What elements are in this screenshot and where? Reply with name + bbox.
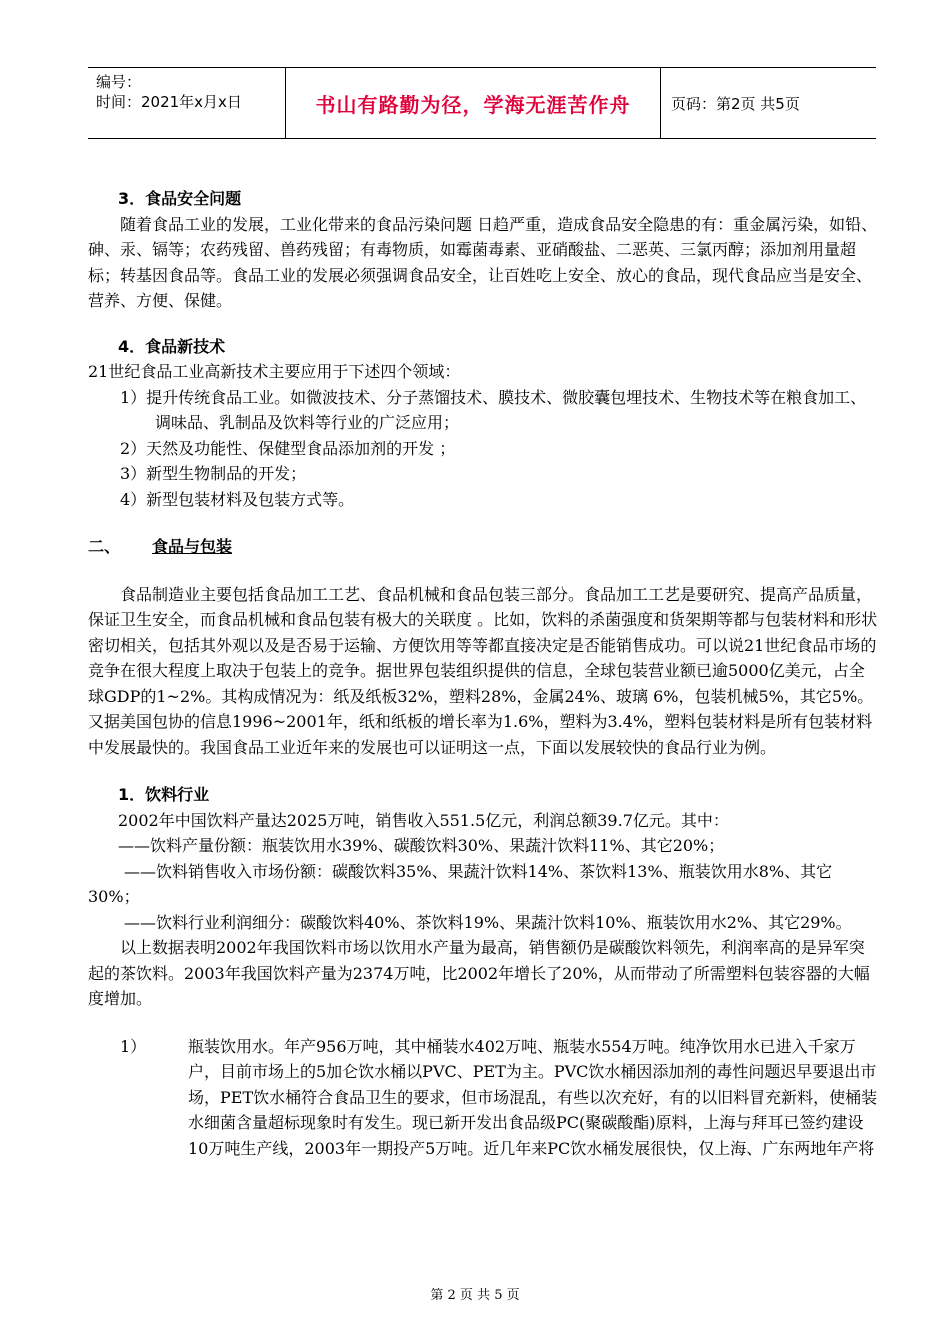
beverage-item-1: [88, 1034, 878, 1162]
beverage-paragraph: 以上数据表明2002年我国饮料市场以饮用水产量为最高，销售额仍是碳酸饮料领先，利润率高的是异军突起的茶饮料。2003年我国饮料产量为2374万吨，比2002年增长了20%，从而带动了所需塑料包装容器的大幅度增加。: [88, 938, 870, 1008]
time-label: 时间：2021年x月x日: [96, 93, 242, 111]
section4-item-1: 1）提升传统食品工业。如微波技术、分子蒸馏技术、膜技术、微胶囊包埋技术、生物技术等在粮食加工、调味品、乳制品及饮料等行业的广泛应用；: [120, 387, 867, 432]
part2-title: 食品与包装: [152, 537, 233, 556]
section4-item-2: 2）天然及功能性、保健型食品添加剂的开发 ；: [120, 438, 456, 458]
section4-item-4: 4）新型包装材料及包装方式等。: [120, 489, 355, 509]
section4-intro: 21世纪食品工业高新技术主要应用于下述四个领域：: [88, 362, 461, 381]
beverage-line-3: ——饮料销售收入市场份额：碳酸饮料35%、果蔬汁饮料14%、茶饮料13%、瓶装饮用水8%、其它30%；: [88, 861, 833, 906]
beverage-item-text: 瓶装饮用水。年产956万吨，其中桶装水402万吨、瓶装水554万吨。纯净饮用水已进入千家万户，目前市场上的5加仑饮水桶以PVC、PET为主。PVC饮水桶因添加剂的毒性问题迟早要退出市场，PET饮水桶符合食品卫生的要求，但市场混乱，有些以次充好，有的以旧料冒充新料，使桶装水细菌含量超标现象时有发生。现已新开发出食品级PC(聚碳酸酯)原料，上海与拜耳已签约建设10万吨生产线，2003年一期投产5万吨。近几年来PC饮水桶发展很快，仅上海、广东两地年产将: [188, 1036, 878, 1158]
part2-heading: [88, 534, 878, 560]
section3-title: 3．食品安全问题: [118, 189, 242, 208]
beverage-line-2: ——饮料产量份额：瓶装饮用水39%、碳酸饮料30%、果蔬汁饮料11%、其它20%；: [118, 836, 725, 855]
beverage-item-number: 1）: [120, 1036, 147, 1056]
section3-paragraph: 随着食品工业的发展，工业化带来的食品污染问题 日趋严重，造成食品安全隐患的有：重金属污染，如铅、砷、汞、镉等；农药残留、兽药残留；有毒物质，如霉菌毒素、亚硝酸盐、二恶英、三氯丙醇；添加剂用量超标；转基因食品等。食品工业的发展必须强调食品安全，让百姓吃上安全、放心的食品，现代食品应当是安全、营养、方便、保健。: [88, 214, 878, 310]
document-body: [88, 186, 878, 1161]
header-page-label: 页码：第2页 共5页: [671, 94, 800, 113]
section4-item-3: 3）新型生物制品的开发；: [120, 464, 307, 483]
page-header: [88, 67, 876, 139]
page-footer: 第 2 页 共 5 页: [430, 1288, 520, 1303]
header-meta: [88, 68, 286, 138]
header-motto: 书山有路勤为径，学海无涯苦作舟: [286, 68, 661, 138]
beverage-line-4: ——饮料行业利润细分：碳酸饮料40%、茶饮料19%、果蔬汁饮料10%、瓶装饮用水2%、其它29%。: [124, 912, 852, 932]
section4-title: 4．食品新技术: [118, 336, 226, 356]
part2-paragraph: 食品制造业主要包括食品加工工艺、食品机械和食品包装三部分。食品加工工艺是要研究、提高产品质量，保证卫生安全，而食品机械和食品包装有极大的关联度 。比如，饮料的杀菌强度和货架期等都与包装材料和形状密切相关，包括其外观以及是否易于运输、方便饮用等等都直接决定是否能销售成功。可以说21世纪食品市场的竞争在很大程度上取决于包装上的竞争。据世界包装组织提供的信息，全球包装营业额已逾5000亿美元，占全球GDP的1~2%。其构成情况为：纸及纸板32%，塑料28%，金属24%、玻璃 6%，包装机械5%，其它5%。又据美国包协的信息1996~2001年，纸和纸板的增长率为1.6%，塑料为3.4%，塑料包装材料是所有包装材料中发展最快的。我国食品工业近年来的发展也可以证明这一点，下面以发展较快的食品行业为例。: [88, 584, 878, 757]
serial-label: 编号：: [96, 73, 142, 91]
part2-number: 二、: [88, 537, 121, 556]
beverage-title: 1．饮料行业: [118, 785, 210, 804]
beverage-line-1: 2002年中国饮料产量达2025万吨，销售收入551.5亿元，利润总额39.7亿元。其中：: [118, 810, 729, 830]
